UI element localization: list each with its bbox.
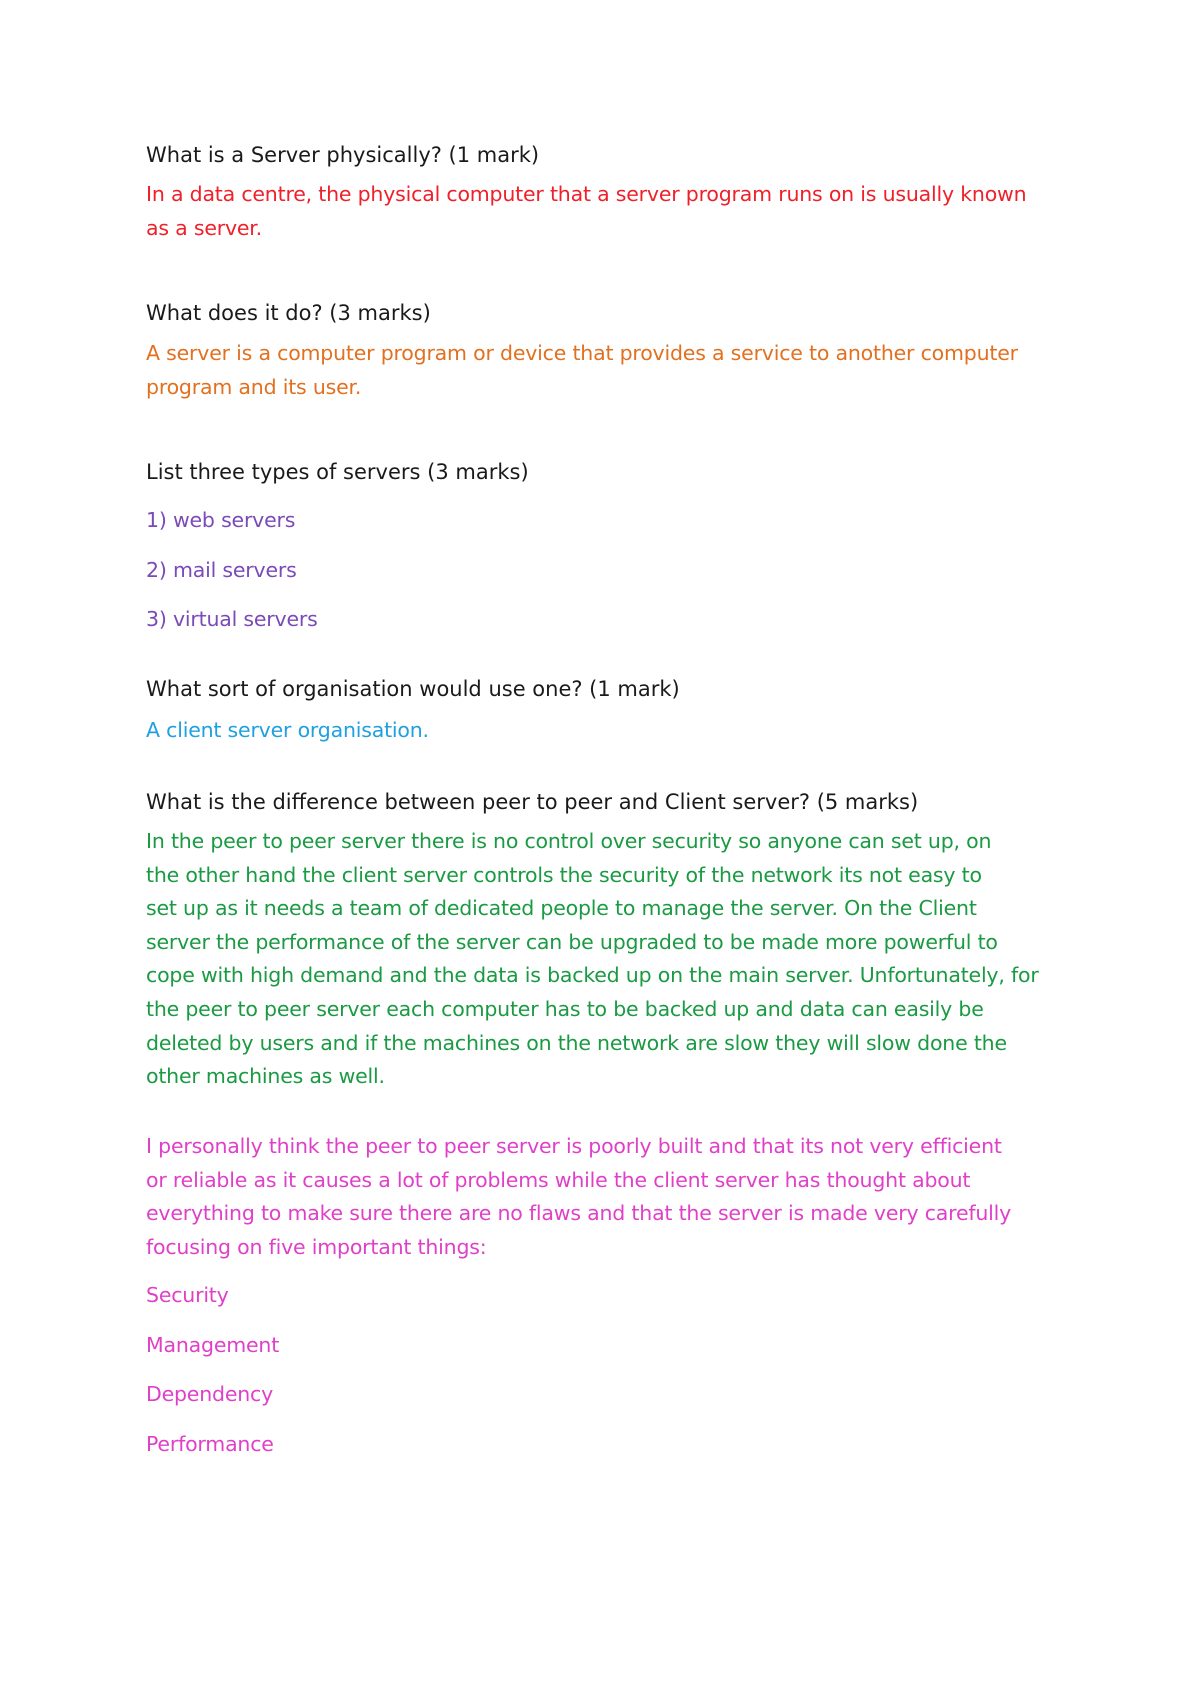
answer-5 xyxy=(146,825,1066,1094)
question-1: What is a Server physically? (1 mark) xyxy=(146,143,540,167)
opinion-paragraph xyxy=(146,1130,1066,1264)
question-block-1 xyxy=(146,140,1066,170)
answer-1-line: as a server. xyxy=(146,215,262,240)
answer-2 xyxy=(146,337,1066,404)
question-3: List three types of servers (3 marks) xyxy=(146,460,529,484)
answer-5-line: In the peer to peer server there is no control over security so anyone can set up, on xyxy=(146,829,992,853)
answer-5-line: set up as it needs a team of dedicated people to manage the server. On the Client xyxy=(146,896,977,921)
answer-5-line: server the performance of the server can be upgraded to be made more powerful to xyxy=(146,929,998,954)
server-types-list xyxy=(146,496,1066,645)
answer-2-line: program and its user. xyxy=(146,374,362,399)
opinion-line: focusing on five important things: xyxy=(146,1234,487,1259)
important-things xyxy=(146,1271,1066,1470)
opinion-text xyxy=(146,1130,1066,1264)
list-item: 2) mail servers xyxy=(146,557,297,582)
answer-block-1 xyxy=(146,178,1066,245)
answer-5-line: the peer to peer server each computer has to be backed up and data can easily be xyxy=(146,996,984,1021)
list-item: Security xyxy=(146,1283,229,1307)
answer-block-2 xyxy=(146,337,1066,404)
question-4: What sort of organisation would use one? (1 mark) xyxy=(146,677,680,701)
question-2: What does it do? (3 marks) xyxy=(146,301,431,325)
opinion-line: I personally think the peer to peer server is poorly built and that its not very efficient xyxy=(146,1134,1002,1158)
answer-block-4 xyxy=(146,714,1066,748)
opinion-line: or reliable as it causes a lot of problems while the client server has thought about xyxy=(146,1167,971,1192)
list-item: Dependency xyxy=(146,1382,274,1407)
important-things-list xyxy=(146,1271,1066,1470)
list-item: Management xyxy=(146,1332,280,1357)
answer-block-5 xyxy=(146,825,1066,1094)
answer-5-line: the other hand the client server controls the security of the network its not easy to xyxy=(146,862,982,887)
opinion-line: everything to make sure there are no flaws and that the server is made very carefully xyxy=(146,1201,1012,1226)
answer-4 xyxy=(146,714,1066,748)
list-item: Performance xyxy=(146,1432,274,1457)
answer-3 xyxy=(146,496,1066,645)
answer-1-line: In a data centre, the physical computer that a server program runs on is usually known xyxy=(146,182,1027,206)
question-block-3 xyxy=(146,457,1066,487)
answer-4-line: A client server organisation. xyxy=(146,718,429,742)
question-block-5 xyxy=(146,787,1066,817)
answer-1 xyxy=(146,178,1066,245)
list-item: 1) web servers xyxy=(146,508,296,532)
question-5: What is the difference between peer to peer and Client server? (5 marks) xyxy=(146,790,919,814)
answer-5-line: other machines as well. xyxy=(146,1064,385,1089)
question-block-4 xyxy=(146,674,1066,704)
list-item: 3) virtual servers xyxy=(146,607,318,631)
answer-5-line: cope with high demand and the data is backed up on the main server. Unfortunately, for xyxy=(146,963,1039,988)
answer-2-line: A server is a computer program or device that provides a service to another computer xyxy=(146,341,1018,365)
question-block-2 xyxy=(146,298,1066,328)
answer-5-line: deleted by users and if the machines on the network are slow they will slow done the xyxy=(146,1030,1007,1055)
